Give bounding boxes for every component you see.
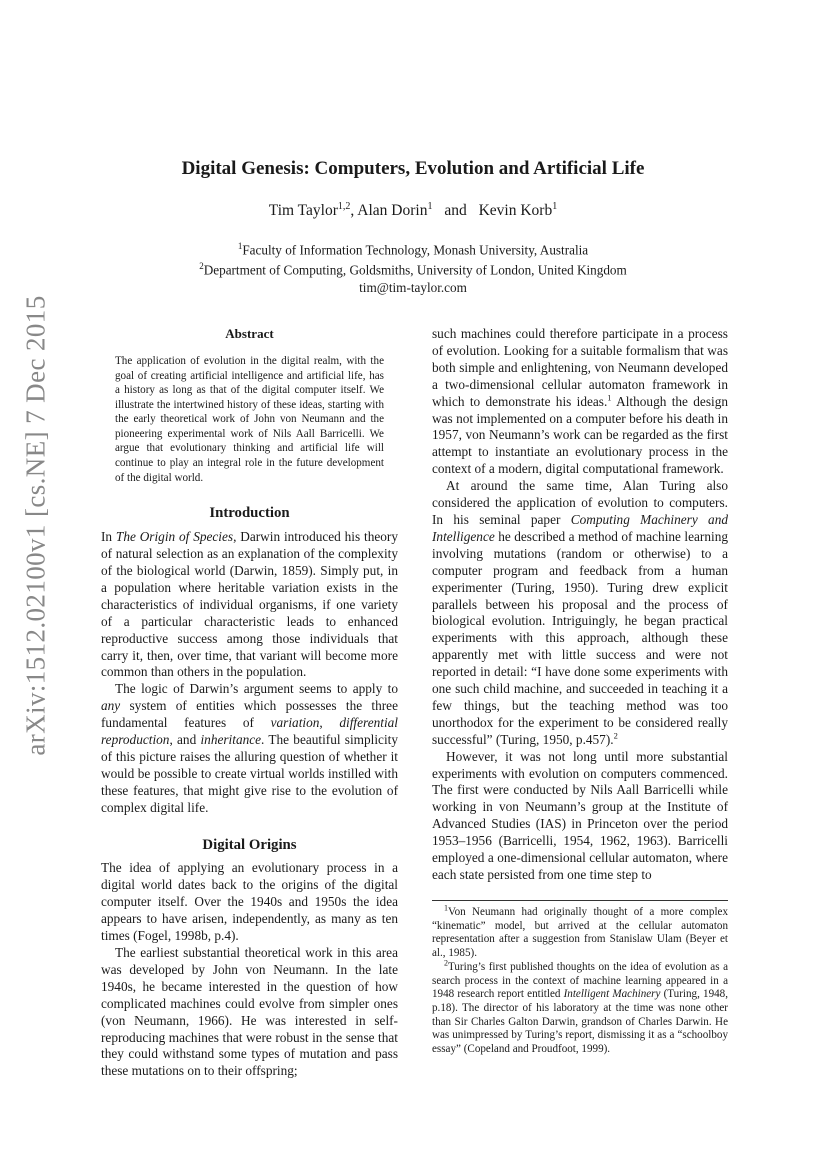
text-run: . The beautiful simplicity of this picture raises the alluring question of whether it would be possible to create virtual worlds instilled with these features, that might give rise to the evolution of complex digital life.	[101, 732, 398, 815]
author-affiliation-marker: 1	[552, 201, 558, 212]
text-run: such machines could therefore participate in a process of evolution. Looking for a suitable formalism that was both simple and enlightening, von Neumann developed a two-dimensional cellular automaton framework in which to demonstrate his ideas.	[432, 326, 728, 409]
introduction-heading: Introduction	[209, 505, 290, 522]
abstract-heading: Abstract	[225, 326, 274, 341]
affiliation-marker: 1	[237, 241, 243, 251]
text-run: , Darwin introduced his theory of natural selection as an explanation of the complexity of the biological world (Darwin, 1859). Simply put, in a population where heritable variation exists in the characteristics of individual organisms, if one variety of a particular characteristic leads to enhanced reproductive success among those individuals that carry it, then, over time, that variant will become more common than others in the population.	[101, 529, 398, 680]
text-run: The logic of Darwin’s argument seems to apply to	[115, 681, 398, 697]
text-run: Although the design was not implemented on a computer before his death in 1957, von Neumann’s work can be regarded as the first attempt to instantiate an evolutionary process in the context of a modern, digital computational framework.	[432, 393, 728, 477]
arxiv-sidebar	[18, 294, 54, 756]
footnote-text: (Turing, 1948, p.18). The director of his laboratory at the time was none other than Sir Charles Galton Darwin, grandson of Charles Darwin. He was unimpressed by Turing’s report, dismissing it as a “schoolboy essay” (Copeland and Proudfoot, 1999).	[432, 988, 728, 1056]
introduction-paragraph-2	[101, 681, 398, 816]
author-name: Tim Taylor	[268, 202, 338, 220]
affiliation-marker: 2	[199, 261, 204, 272]
report-title: Intelligent Machinery	[563, 988, 661, 1001]
right-paragraph-1	[432, 326, 728, 478]
affiliation-text: Faculty of Information Technology, Monash University, Australia	[242, 242, 589, 258]
affiliation-line	[80, 258, 746, 278]
footnote-text: Turing’s first published thoughts on the idea of evolution as a search process in the context of machine learning appeared in a 1948 research report entitled	[432, 960, 728, 1001]
emphasis: any	[101, 698, 121, 714]
author-name: Kevin Korb	[478, 202, 553, 220]
text-run: , and	[169, 732, 201, 748]
right-paragraph-3: However, it was not long until more substantial experiments with evolution on computers commenced. The first were conducted by Nils Aall Barricelli while working in von Neumann’s group at the Institute of Advanced Studies (IAS) in Princeton over the period 1953–1956 (Barricelli, 1954, 1962, 1963). Barricelli employed a one-dimensional cellular automaton, where each state persisted from one time step to	[432, 748, 728, 882]
footnote-number: 1	[444, 903, 448, 913]
footnote-2	[432, 958, 728, 1057]
introduction-paragraph-1	[101, 529, 398, 681]
author-name: Alan Dorin	[357, 202, 428, 220]
digital-origins-paragraph-1: The idea of applying an evolutionary process in a digital world dates back to the origins of the digital computer itself. Over the 1940s and 1950s the idea appears to have arisen, independently, as many as ten times (Fogel, 1998b, p.4).	[101, 860, 398, 944]
author-affiliation-marker: 1,2	[337, 201, 351, 212]
footnote-text: Von Neumann had originally thought of a more complex “kinematic” model, but arrived at the cellular automaton representation after a suggestion from Stanislaw Ulam (Beyer et al., 1985).	[432, 906, 728, 960]
text-run: ,	[319, 715, 340, 731]
author-list	[80, 201, 746, 220]
abstract-text: The application of evolution in the digital realm, with the goal of creating artificial intelligence and artificial life, has a history as long as that of the digital computer itself. We illustrate the intertwined history of these ideas, starting with the early theoretical work of John von Neumann and the pioneering experimental work of Nils Aall Barricelli. We argue that evolutionary thinking and artificial life will continue to play an integral role in the future development of the digital world.	[115, 354, 384, 484]
left-column	[101, 326, 398, 1080]
author-conjunction: and	[444, 202, 467, 220]
text-run: At around the same time, Alan Turing also considered the application of evolution to computers. In his seminal paper	[432, 478, 728, 527]
footnotes	[432, 900, 728, 1057]
footnote-marker[interactable]: 1	[607, 392, 612, 403]
affiliation-line	[80, 238, 746, 258]
author-affiliation-marker: 1	[427, 201, 433, 212]
affiliations	[80, 238, 746, 296]
paper-title: Digital Genesis: Computers, Evolution and Artificial Life	[181, 158, 645, 179]
contact-email: tim@tim-taylor.com	[359, 279, 467, 295]
affiliation-text: Department of Computing, Goldsmiths, University of London, United Kingdom	[203, 262, 627, 278]
digital-origins-paragraph-2: The earliest substantial theoretical work in this area was developed by John von Neumann. In the late 1940s, he became interested in the question of how complicated machines could evolve from simpler ones (von Neumann, 1966). He was interested in self-reproducing machines that were robust in the sense that they could withstand some types of mutation and pass these mutations on to their offspring;	[101, 945, 398, 1079]
right-paragraph-2	[432, 478, 728, 749]
author-separator: ,	[350, 202, 355, 220]
footnote-marker[interactable]: 2	[613, 730, 618, 741]
emphasis: variation	[270, 715, 320, 731]
text-run: In	[101, 529, 116, 545]
footnote-1	[432, 903, 728, 961]
emphasis: inheritance	[200, 732, 262, 748]
right-column	[432, 326, 728, 884]
text-run: system of entities which possesses the three fundamental features of	[101, 698, 398, 731]
emphasis: differential reproduction	[101, 715, 398, 748]
paper-title-citation: Computing Machinery and Intelligence	[432, 511, 729, 544]
arxiv-identifier: arXiv:1512.02100v1 [cs.NE] 7 Dec 2015	[20, 294, 51, 756]
text-run: he described a method of machine learning involving mutations (random or otherwise) to a computer program and feedback from a human experimenter (Turing, 1950). Turing drew explicit parallels between his proposal and the process of biological evolution. Intriguingly, he began practical experiments with this approach, although these apparently met with little success and were not reported in detail: “I have done some experiments with one such child machine, and succeeded in teaching it a few things, but the teaching method was too unorthodox for the experiment to be considered really successful” (Turing, 1950, p.457).	[432, 528, 728, 747]
book-title: The Origin of Species	[115, 529, 234, 545]
footnote-number: 2	[444, 958, 448, 968]
digital-origins-heading: Digital Origins	[202, 836, 297, 853]
